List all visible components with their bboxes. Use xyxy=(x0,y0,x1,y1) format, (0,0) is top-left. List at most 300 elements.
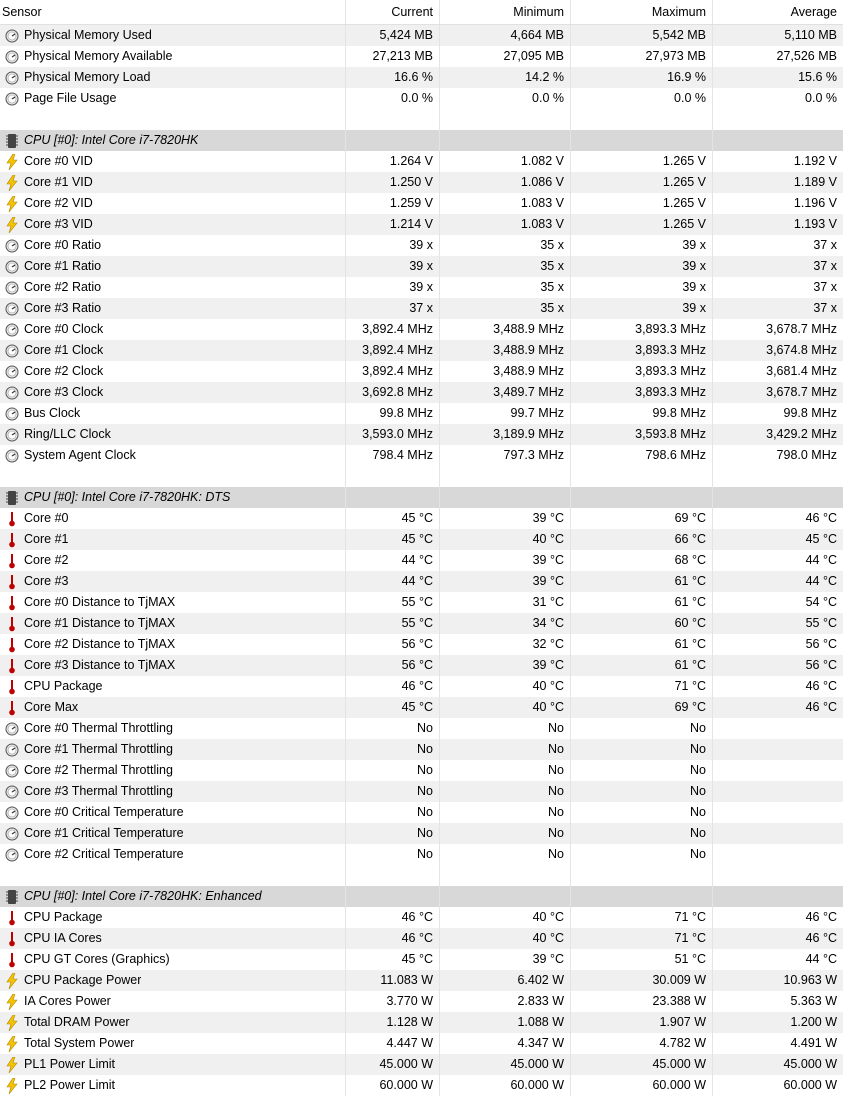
sensor-row[interactable] xyxy=(0,25,843,46)
average-value: 1.196 V xyxy=(712,193,843,214)
sensor-row[interactable] xyxy=(0,88,843,109)
sensor-row[interactable] xyxy=(0,508,843,529)
minimum-value: No xyxy=(439,802,570,823)
gauge-icon xyxy=(4,259,20,275)
sensor-label: Core #2 Clock xyxy=(24,364,104,378)
sensor-row[interactable] xyxy=(0,340,843,361)
gauge-icon xyxy=(4,826,20,842)
current-value: 5,424 MB xyxy=(345,25,439,46)
maximum-value: 45.000 W xyxy=(570,1054,712,1075)
average-value: 3,674.8 MHz xyxy=(712,340,843,361)
sensor-label: CPU GT Cores (Graphics) xyxy=(24,952,170,966)
minimum-value: 39 °C xyxy=(439,571,570,592)
sensor-group-header[interactable] xyxy=(0,130,843,151)
gauge-icon xyxy=(4,70,20,86)
maximum-value: 23.388 W xyxy=(570,991,712,1012)
minimum-value: 2.833 W xyxy=(439,991,570,1012)
minimum-value: 40 °C xyxy=(439,928,570,949)
minimum-value: 27,095 MB xyxy=(439,46,570,67)
minimum-value: 3,488.9 MHz xyxy=(439,319,570,340)
current-value: 60.000 W xyxy=(345,1075,439,1096)
sensor-label: CPU IA Cores xyxy=(24,931,102,945)
sensor-row[interactable] xyxy=(0,277,843,298)
current-value: 11.083 W xyxy=(345,970,439,991)
maximum-value: No xyxy=(570,802,712,823)
thermometer-icon xyxy=(4,637,20,653)
maximum-value: 5,542 MB xyxy=(570,25,712,46)
average-value: 10.963 W xyxy=(712,970,843,991)
maximum-value: 1.265 V xyxy=(570,193,712,214)
maximum-value: 1.907 W xyxy=(570,1012,712,1033)
sensor-row[interactable] xyxy=(0,1054,843,1075)
minimum-value: 45.000 W xyxy=(439,1054,570,1075)
sensor-label: Core #2 Thermal Throttling xyxy=(24,763,173,777)
average-value: 46 °C xyxy=(712,508,843,529)
minimum-value: 1.086 V xyxy=(439,172,570,193)
average-value: 3,681.4 MHz xyxy=(712,361,843,382)
sensor-label: Core #1 Critical Temperature xyxy=(24,826,184,840)
maximum-value: No xyxy=(570,739,712,760)
chip-icon xyxy=(4,889,20,905)
average-value xyxy=(712,844,843,865)
gauge-icon xyxy=(4,763,20,779)
current-value: 56 °C xyxy=(345,655,439,676)
average-value: 46 °C xyxy=(712,676,843,697)
current-value: 45 °C xyxy=(345,508,439,529)
bolt-icon xyxy=(4,1015,20,1031)
maximum-value: 16.9 % xyxy=(570,67,712,88)
maximum-value: 60.000 W xyxy=(570,1075,712,1096)
gauge-icon xyxy=(4,847,20,863)
current-value: 27,213 MB xyxy=(345,46,439,67)
gauge-icon xyxy=(4,301,20,317)
chip-icon xyxy=(4,490,20,506)
sensor-row[interactable] xyxy=(0,382,843,403)
sensor-row[interactable] xyxy=(0,571,843,592)
maximum-value: 71 °C xyxy=(570,928,712,949)
bolt-icon xyxy=(4,1036,20,1052)
sensor-label: Core #0 Critical Temperature xyxy=(24,805,184,819)
maximum-value: 61 °C xyxy=(570,592,712,613)
sensor-label: Physical Memory Available xyxy=(24,49,173,63)
average-value: 45.000 W xyxy=(712,1054,843,1075)
sensor-row[interactable] xyxy=(0,739,843,760)
current-value: 3,692.8 MHz xyxy=(345,382,439,403)
sensor-label: Core Max xyxy=(24,700,79,714)
gauge-icon xyxy=(4,784,20,800)
average-value xyxy=(712,760,843,781)
sensor-label: CPU Package Power xyxy=(24,973,142,987)
sensor-label: Core #3 Clock xyxy=(24,385,104,399)
average-value xyxy=(712,781,843,802)
sensor-label: Core #1 VID xyxy=(24,175,93,189)
gauge-icon xyxy=(4,406,20,422)
minimum-value: 60.000 W xyxy=(439,1075,570,1096)
sensor-row[interactable] xyxy=(0,592,843,613)
minimum-value: No xyxy=(439,760,570,781)
sensor-row[interactable] xyxy=(0,46,843,67)
minimum-value: 39 °C xyxy=(439,550,570,571)
sensor-label: Core #3 VID xyxy=(24,217,93,231)
sensor-label: Core #3 Distance to TjMAX xyxy=(24,658,176,672)
average-value: 1.193 V xyxy=(712,214,843,235)
sensor-row[interactable] xyxy=(0,949,843,970)
sensor-row[interactable] xyxy=(0,67,843,88)
table-body xyxy=(0,25,843,1096)
chip-icon xyxy=(4,133,20,149)
average-value: 45 °C xyxy=(712,529,843,550)
sensor-label: Total System Power xyxy=(24,1036,135,1050)
sensor-label: Core #0 Distance to TjMAX xyxy=(24,595,176,609)
bolt-icon xyxy=(4,175,20,191)
current-value: 46 °C xyxy=(345,907,439,928)
minimum-value: No xyxy=(439,781,570,802)
average-value: 44 °C xyxy=(712,949,843,970)
average-value: 0.0 % xyxy=(712,88,843,109)
minimum-value: 3,488.9 MHz xyxy=(439,361,570,382)
minimum-value: 35 x xyxy=(439,298,570,319)
sensor-label: Page File Usage xyxy=(24,91,117,105)
sensor-label: Core #2 xyxy=(24,553,69,567)
current-value: 37 x xyxy=(345,298,439,319)
minimum-value: 4.347 W xyxy=(439,1033,570,1054)
current-value: 45 °C xyxy=(345,949,439,970)
average-value xyxy=(712,802,843,823)
minimum-value: 35 x xyxy=(439,277,570,298)
sensor-row[interactable] xyxy=(0,613,843,634)
thermometer-icon xyxy=(4,658,20,674)
sensor-row[interactable] xyxy=(0,781,843,802)
current-value: 55 °C xyxy=(345,613,439,634)
blank-row xyxy=(0,109,843,130)
minimum-value: 3,189.9 MHz xyxy=(439,424,570,445)
bolt-icon xyxy=(4,196,20,212)
thermometer-icon xyxy=(4,574,20,590)
minimum-value: 40 °C xyxy=(439,697,570,718)
sensor-label: Core #3 Ratio xyxy=(24,301,102,315)
average-value: 54 °C xyxy=(712,592,843,613)
minimum-value: 40 °C xyxy=(439,907,570,928)
maximum-value: 3,593.8 MHz xyxy=(570,424,712,445)
column-header-maximum[interactable]: Maximum xyxy=(570,0,712,24)
minimum-value: 34 °C xyxy=(439,613,570,634)
current-value: 16.6 % xyxy=(345,67,439,88)
sensor-row[interactable] xyxy=(0,634,843,655)
current-value: 39 x xyxy=(345,235,439,256)
sensor-label: Core #1 Distance to TjMAX xyxy=(24,616,176,630)
gauge-icon xyxy=(4,322,20,338)
sensor-row[interactable] xyxy=(0,319,843,340)
average-value: 4.491 W xyxy=(712,1033,843,1054)
sensor-row[interactable] xyxy=(0,235,843,256)
current-value: 3.770 W xyxy=(345,991,439,1012)
group-label: CPU [#0]: Intel Core i7-7820HK: DTS xyxy=(24,490,231,504)
current-value: 3,892.4 MHz xyxy=(345,319,439,340)
maximum-value: 71 °C xyxy=(570,676,712,697)
sensor-row[interactable] xyxy=(0,697,843,718)
sensor-row[interactable] xyxy=(0,193,843,214)
current-value: 45.000 W xyxy=(345,1054,439,1075)
sensor-row[interactable] xyxy=(0,424,843,445)
gauge-icon xyxy=(4,91,20,107)
sensor-label: Core #2 Distance to TjMAX xyxy=(24,637,176,651)
average-value: 3,678.7 MHz xyxy=(712,382,843,403)
sensor-label: Core #1 Clock xyxy=(24,343,104,357)
maximum-value: 61 °C xyxy=(570,634,712,655)
current-value: 39 x xyxy=(345,277,439,298)
sensor-label: Core #0 Thermal Throttling xyxy=(24,721,173,735)
maximum-value: 1.265 V xyxy=(570,214,712,235)
maximum-value: 71 °C xyxy=(570,907,712,928)
current-value: 39 x xyxy=(345,256,439,277)
gauge-icon xyxy=(4,448,20,464)
minimum-value: 1.083 V xyxy=(439,193,570,214)
sensor-row[interactable] xyxy=(0,676,843,697)
sensor-label: Physical Memory Used xyxy=(24,28,152,42)
thermometer-icon xyxy=(4,595,20,611)
minimum-value: 40 °C xyxy=(439,676,570,697)
bolt-icon xyxy=(4,973,20,989)
minimum-value: No xyxy=(439,823,570,844)
maximum-value: 1.265 V xyxy=(570,172,712,193)
sensor-row[interactable] xyxy=(0,718,843,739)
minimum-value: 0.0 % xyxy=(439,88,570,109)
current-value: 45 °C xyxy=(345,697,439,718)
sensor-row[interactable] xyxy=(0,802,843,823)
sensor-label: Core #1 Ratio xyxy=(24,259,102,273)
sensor-row[interactable] xyxy=(0,298,843,319)
average-value: 37 x xyxy=(712,277,843,298)
maximum-value: 39 x xyxy=(570,277,712,298)
sensor-row[interactable] xyxy=(0,928,843,949)
column-header-current[interactable]: Current xyxy=(345,0,439,24)
current-value: 798.4 MHz xyxy=(345,445,439,466)
sensor-label: Core #0 VID xyxy=(24,154,93,168)
maximum-value: No xyxy=(570,781,712,802)
current-value: 4.447 W xyxy=(345,1033,439,1054)
bolt-icon xyxy=(4,154,20,170)
current-value: 99.8 MHz xyxy=(345,403,439,424)
bolt-icon xyxy=(4,217,20,233)
current-value: 3,892.4 MHz xyxy=(345,340,439,361)
thermometer-icon xyxy=(4,511,20,527)
maximum-value: 3,893.3 MHz xyxy=(570,319,712,340)
sensor-row[interactable] xyxy=(0,1033,843,1054)
current-value: 1.250 V xyxy=(345,172,439,193)
sensor-label: PL1 Power Limit xyxy=(24,1057,116,1071)
column-header-sensor[interactable]: Sensor xyxy=(2,5,42,19)
sensor-label: Physical Memory Load xyxy=(24,70,151,84)
sensor-label: Core #1 Thermal Throttling xyxy=(24,742,173,756)
maximum-value: 69 °C xyxy=(570,508,712,529)
thermometer-icon xyxy=(4,553,20,569)
column-header-average[interactable]: Average xyxy=(712,0,843,24)
average-value xyxy=(712,739,843,760)
average-value: 1.189 V xyxy=(712,172,843,193)
maximum-value: 61 °C xyxy=(570,571,712,592)
minimum-value: 39 °C xyxy=(439,949,570,970)
minimum-value: 1.082 V xyxy=(439,151,570,172)
sensor-row[interactable] xyxy=(0,1075,843,1096)
sensor-row[interactable] xyxy=(0,907,843,928)
maximum-value: 39 x xyxy=(570,235,712,256)
sensor-label: CPU Package xyxy=(24,910,103,924)
sensor-row[interactable] xyxy=(0,550,843,571)
average-value: 56 °C xyxy=(712,634,843,655)
average-value: 46 °C xyxy=(712,697,843,718)
sensor-label: System Agent Clock xyxy=(24,448,136,462)
sensor-label: Core #0 Clock xyxy=(24,322,104,336)
maximum-value: 69 °C xyxy=(570,697,712,718)
current-value: 0.0 % xyxy=(345,88,439,109)
maximum-value: No xyxy=(570,823,712,844)
average-value: 37 x xyxy=(712,298,843,319)
average-value: 46 °C xyxy=(712,928,843,949)
sensor-row[interactable] xyxy=(0,655,843,676)
sensor-row[interactable] xyxy=(0,529,843,550)
minimum-value: 35 x xyxy=(439,256,570,277)
maximum-value: 1.265 V xyxy=(570,151,712,172)
sensor-row[interactable] xyxy=(0,214,843,235)
sensor-row[interactable] xyxy=(0,760,843,781)
sensor-row[interactable] xyxy=(0,151,843,172)
thermometer-icon xyxy=(4,952,20,968)
thermometer-icon xyxy=(4,931,20,947)
average-value: 3,678.7 MHz xyxy=(712,319,843,340)
minimum-value: 6.402 W xyxy=(439,970,570,991)
current-value: 55 °C xyxy=(345,592,439,613)
thermometer-icon xyxy=(4,910,20,926)
sensor-row[interactable] xyxy=(0,256,843,277)
minimum-value: 99.7 MHz xyxy=(439,403,570,424)
sensor-label: Core #3 xyxy=(24,574,69,588)
current-value: 1.214 V xyxy=(345,214,439,235)
average-value: 5.363 W xyxy=(712,991,843,1012)
average-value: 99.8 MHz xyxy=(712,403,843,424)
maximum-value: 798.6 MHz xyxy=(570,445,712,466)
average-value: 55 °C xyxy=(712,613,843,634)
thermometer-icon xyxy=(4,616,20,632)
sensor-row[interactable] xyxy=(0,445,843,466)
sensor-label: PL2 Power Limit xyxy=(24,1078,116,1092)
group-label: CPU [#0]: Intel Core i7-7820HK xyxy=(24,133,199,147)
sensor-label: Core #2 Critical Temperature xyxy=(24,847,184,861)
bolt-icon xyxy=(4,994,20,1010)
average-value: 1.200 W xyxy=(712,1012,843,1033)
current-value: No xyxy=(345,802,439,823)
gauge-icon xyxy=(4,49,20,65)
gauge-icon xyxy=(4,238,20,254)
maximum-value: 99.8 MHz xyxy=(570,403,712,424)
current-value: No xyxy=(345,844,439,865)
sensor-label: CPU Package xyxy=(24,679,103,693)
maximum-value: 3,893.3 MHz xyxy=(570,361,712,382)
sensor-row[interactable] xyxy=(0,823,843,844)
maximum-value: 39 x xyxy=(570,256,712,277)
sensor-row[interactable] xyxy=(0,361,843,382)
sensor-label: Core #0 xyxy=(24,511,69,525)
average-value: 15.6 % xyxy=(712,67,843,88)
sensor-group-header[interactable] xyxy=(0,886,843,907)
bolt-icon xyxy=(4,1078,20,1094)
average-value: 27,526 MB xyxy=(712,46,843,67)
current-value: No xyxy=(345,823,439,844)
average-value: 37 x xyxy=(712,256,843,277)
thermometer-icon xyxy=(4,700,20,716)
maximum-value: No xyxy=(570,760,712,781)
maximum-value: 60 °C xyxy=(570,613,712,634)
minimum-value: 32 °C xyxy=(439,634,570,655)
sensor-row[interactable] xyxy=(0,970,843,991)
group-label: CPU [#0]: Intel Core i7-7820HK: Enhanced xyxy=(24,889,262,903)
maximum-value: 4.782 W xyxy=(570,1033,712,1054)
minimum-value: 39 °C xyxy=(439,508,570,529)
minimum-value: No xyxy=(439,844,570,865)
current-value: No xyxy=(345,718,439,739)
average-value: 798.0 MHz xyxy=(712,445,843,466)
gauge-icon xyxy=(4,721,20,737)
maximum-value: 51 °C xyxy=(570,949,712,970)
average-value: 5,110 MB xyxy=(712,25,843,46)
thermometer-icon xyxy=(4,532,20,548)
minimum-value: 797.3 MHz xyxy=(439,445,570,466)
column-header-minimum[interactable]: Minimum xyxy=(439,0,570,24)
minimum-value: 14.2 % xyxy=(439,67,570,88)
minimum-value: 40 °C xyxy=(439,529,570,550)
sensor-label: Core #3 Thermal Throttling xyxy=(24,784,173,798)
maximum-value: 68 °C xyxy=(570,550,712,571)
minimum-value: 1.088 W xyxy=(439,1012,570,1033)
current-value: 46 °C xyxy=(345,928,439,949)
sensor-row[interactable] xyxy=(0,844,843,865)
average-value: 3,429.2 MHz xyxy=(712,424,843,445)
maximum-value: 66 °C xyxy=(570,529,712,550)
gauge-icon xyxy=(4,28,20,44)
sensor-row[interactable] xyxy=(0,1012,843,1033)
current-value: No xyxy=(345,760,439,781)
current-value: 46 °C xyxy=(345,676,439,697)
sensor-row[interactable] xyxy=(0,991,843,1012)
sensor-group-header[interactable] xyxy=(0,487,843,508)
maximum-value: 30.009 W xyxy=(570,970,712,991)
gauge-icon xyxy=(4,742,20,758)
maximum-value: No xyxy=(570,844,712,865)
thermometer-icon xyxy=(4,679,20,695)
sensor-label: Core #2 VID xyxy=(24,196,93,210)
maximum-value: 61 °C xyxy=(570,655,712,676)
current-value: 1.128 W xyxy=(345,1012,439,1033)
maximum-value: No xyxy=(570,718,712,739)
current-value: 3,593.0 MHz xyxy=(345,424,439,445)
minimum-value: No xyxy=(439,739,570,760)
current-value: 1.264 V xyxy=(345,151,439,172)
sensor-label: Core #2 Ratio xyxy=(24,280,102,294)
average-value xyxy=(712,718,843,739)
sensor-label: Core #1 xyxy=(24,532,69,546)
gauge-icon xyxy=(4,427,20,443)
minimum-value: 1.083 V xyxy=(439,214,570,235)
sensor-row[interactable] xyxy=(0,172,843,193)
sensor-row[interactable] xyxy=(0,403,843,424)
minimum-value: 3,489.7 MHz xyxy=(439,382,570,403)
average-value: 37 x xyxy=(712,235,843,256)
sensor-label: IA Cores Power xyxy=(24,994,111,1008)
average-value: 44 °C xyxy=(712,550,843,571)
minimum-value: 35 x xyxy=(439,235,570,256)
current-value: 3,892.4 MHz xyxy=(345,361,439,382)
average-value: 60.000 W xyxy=(712,1075,843,1096)
maximum-value: 3,893.3 MHz xyxy=(570,340,712,361)
